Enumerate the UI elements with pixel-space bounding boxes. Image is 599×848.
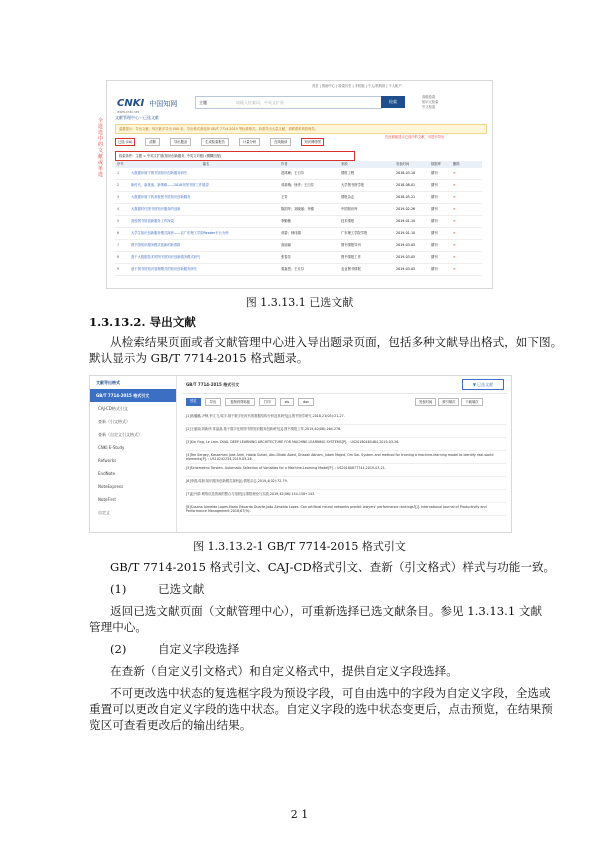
print-button[interactable]: 打印	[259, 398, 276, 406]
preview-button[interactable]: 预览	[186, 398, 201, 406]
sidebar-format-item[interactable]: NoteFirst	[98, 497, 116, 502]
section-heading: 1.3.13.2. 导出文献	[89, 315, 196, 329]
network-button[interactable]: 知识网络图	[301, 138, 323, 146]
reference-entry: [7]赵丹群.网络信息资源的整合与组织[J].情报理论与实践,2019,42(06):154-158+143.	[186, 490, 506, 503]
selected-literature-screenshot	[106, 80, 493, 289]
row-date: 2018-03-10	[396, 171, 416, 175]
delete-icon[interactable]: ✕	[453, 219, 456, 223]
citation-search-link[interactable]: 引文检索	[422, 105, 436, 109]
sidebar-format-item[interactable]: 自定义	[98, 510, 110, 515]
sidebar-format-item[interactable]: Refworks	[98, 458, 117, 463]
reference-entry: [6]李燕,周晨.知识服务创新模式探析[J].情报杂志,2019,4(02):72-79.	[186, 477, 506, 490]
format-title: GB/T 7714-2015 格式引文	[186, 382, 240, 387]
col-delete: 删除	[453, 162, 460, 166]
paragraph-5-line-1: 不可更改选中状态的复选框字段为预设字段，可自由选中的字段为自定义字段，全选或	[110, 686, 551, 700]
paragraph-3-line-2: 管理中心。	[89, 620, 147, 634]
row-date: 2019-03-05	[396, 267, 416, 271]
row-title[interactable]: 图书馆知识服务模式创新的新思路	[131, 243, 181, 247]
delete-icon[interactable]: ✕	[453, 255, 456, 259]
sort-date-button[interactable]: 发表时间	[415, 398, 436, 406]
row-author: 秦嘉恩；王月芬	[281, 267, 305, 271]
row-db: 期刊	[431, 267, 438, 271]
analysis-button[interactable]: 计量分析	[239, 138, 260, 146]
delete-icon[interactable]: ✕	[453, 207, 456, 211]
row-title[interactable]: 基于大数据技术的图书馆知识创新服务模式研究	[131, 255, 201, 259]
row-source: 大学图书馆学报	[341, 183, 365, 187]
reference-entry: [4]Ten Sergey, Kasseman Jose Ariel, Habib Suhail, Abu Dhabi Abed, Ghazali Adnam, Jubeh Majed, Om Sai. System and method for training a machine-learning model to identify real-world elements[P]. : US10242254,2019-03-26.	[186, 451, 506, 464]
sidebar-format-item[interactable]: EndNote	[98, 471, 116, 476]
col-db: 数据库	[431, 162, 441, 166]
row-db: 期刊	[431, 219, 438, 223]
row-date: 2019-02-26	[396, 207, 416, 211]
row-date: 2018-08-01	[396, 183, 416, 187]
paragraph-1-line-1: 从检索结果页面或者文献管理中心进入导出题录页面，包括多种文献导出格式，如下图。	[110, 335, 563, 349]
col-num: 序号	[117, 162, 124, 166]
reference-entry: [2]王丽丽,刘新伊,常晶晶.基于数字化的图书馆知识服务创新研究[J].图书情报工作,2019,40(06):264-276.	[186, 425, 506, 438]
row-db: 期刊	[431, 183, 438, 187]
sidebar-title: 文献导出格式	[96, 380, 120, 385]
row-number: 9	[117, 267, 120, 271]
row-author: 高丽丽	[281, 243, 291, 247]
col-source: 来源	[341, 162, 348, 166]
row-number: 3	[117, 195, 120, 199]
top-nav: 首页 | 帮助中心 | 检索历史 | 手机版 | 个人/机构馆 | 个人帐户	[312, 84, 402, 88]
row-db: 期刊	[431, 207, 438, 211]
reference-entry: [1]蒋璐璐,尹锋,李文飞,周宇.基于数字化时代的数据结构分析及其研究[J].图书馆学研究,2018,21(05):21-27.	[186, 412, 506, 425]
row-db: 期刊	[431, 255, 438, 259]
item-1-title: 已选文献	[158, 582, 205, 596]
nav-link-help[interactable]: 帮助中心	[321, 84, 335, 88]
delete-icon[interactable]: ✕	[453, 243, 456, 247]
format-divider	[182, 393, 507, 394]
notice-bar: 温馨提示：导出文献，每次最多导出 500 条。导出格式请选择 GB/T 7714-2015 等标准格式。如需导出大量文献，请联系机构管理员。	[115, 124, 487, 134]
search-input[interactable]: 请输入检索词，中英文扩展	[236, 100, 284, 105]
row-date: 2019-01-10	[396, 231, 416, 235]
table-row[interactable]	[115, 228, 482, 240]
figure-caption-2: 图 1.3.13.2-1 GB/T 7714-2015 格式引文	[193, 540, 406, 553]
sidebar-format-item[interactable]: CNKI E-Study	[98, 445, 125, 450]
row-number: 5	[117, 219, 120, 223]
logo-url: www.cnki.net	[117, 110, 140, 114]
item-2-title: 自定义字段选择	[158, 642, 240, 656]
row-author: 邓菊娥；徐亭；王曰芬	[281, 183, 314, 187]
paragraph-5-line-3: 览区可查看更改后的输出结果。	[89, 718, 252, 732]
sort-download-button[interactable]: 下载频次	[461, 398, 482, 406]
sidebar-list	[90, 389, 176, 519]
advanced-search-link[interactable]: 高级检索	[422, 95, 436, 99]
return-selected-label: 已选文献	[477, 382, 494, 387]
col-title: 篇名	[202, 162, 210, 166]
sort-cited-button[interactable]: 被引频次	[438, 398, 459, 406]
row-author: 范鸿雁；王曰芬	[281, 171, 305, 175]
table-row[interactable]	[115, 168, 482, 180]
row-source: 技术情报	[341, 219, 355, 223]
col-author: 作者	[281, 162, 288, 166]
report-button[interactable]: 生成检索报告	[201, 138, 229, 146]
copy-button[interactable]: 复制到剪贴板	[225, 398, 255, 406]
row-author: 王芳	[281, 195, 288, 199]
row-number: 8	[117, 255, 120, 259]
row-date: 2019-03-05	[396, 255, 416, 259]
row-date: 2019-01-10	[396, 219, 416, 223]
table-row[interactable]	[115, 216, 482, 228]
reference-entry: [5]Schemeknz Torsten. Automatic Selection of Variables for a Machine-Learning Model[P]. : US20180877744,2019-03-21.	[186, 464, 506, 477]
row-title[interactable]: 高校图书馆创新服务工作探索	[131, 219, 174, 223]
format-sidebar	[90, 376, 177, 532]
row-author: 李勤敏	[281, 219, 291, 223]
search-field-select[interactable]: 主题	[199, 100, 207, 105]
row-author: 张春芳	[281, 255, 291, 259]
xls-button[interactable]: xls	[280, 398, 295, 406]
row-source: 图书情报导刊	[341, 243, 361, 247]
delete-icon[interactable]: ✕	[453, 195, 456, 199]
filter-icon: ▼	[472, 382, 476, 387]
row-number: 7	[117, 243, 120, 247]
row-number: 6	[117, 231, 120, 235]
item-2-number: (2)	[110, 642, 127, 656]
export-format-screenshot	[89, 375, 512, 533]
row-source: 中国知识库	[341, 207, 358, 211]
paragraph-3-line-1: 返回已选文献页面（文献管理中心），可重新选择已选文献条目。参见 1.3.13.1 文献	[110, 604, 543, 618]
nav-link-home[interactable]: 首页	[312, 84, 319, 88]
results-table	[115, 161, 482, 276]
advanced-links	[422, 95, 438, 110]
row-author: 邓碧；林伟娟	[281, 231, 301, 235]
row-number: 1	[117, 171, 120, 175]
selected-count-button[interactable]: 已选 (10)	[115, 138, 135, 146]
table-header	[115, 161, 482, 168]
row-db: 期刊	[431, 195, 438, 199]
row-db: 期刊	[431, 243, 438, 247]
paragraph-1-line-2: 默认显示为 GB/T 7714-2015 格式题录。	[89, 351, 309, 365]
table-row[interactable]	[115, 264, 482, 276]
return-selected-button[interactable]	[462, 379, 504, 390]
cnki-logo	[117, 91, 177, 114]
panel-title: 文献管理中心－已选文献	[115, 115, 159, 120]
paragraph-5-line-2: 重置可以更改自定义字段的选中状态。自定义字段的选中状态变更后，点击预览，在结果预	[89, 702, 553, 716]
reference-list	[186, 412, 506, 516]
sidebar-format-item[interactable]: GB/T 7714-2015 格式引文	[90, 389, 176, 402]
clear-button[interactable]: 清除	[145, 138, 160, 146]
table-row[interactable]	[115, 192, 482, 204]
logo-cn: 中国知网	[149, 100, 178, 108]
nav-link-account[interactable]: 个人帐户	[388, 84, 402, 88]
table-row[interactable]	[115, 204, 482, 216]
page-number: 2 1	[290, 808, 309, 821]
table-row[interactable]	[115, 180, 482, 192]
action-bar	[186, 398, 314, 406]
nav-link-org[interactable]: 个人/机构馆	[367, 84, 386, 88]
table-row[interactable]	[115, 240, 482, 252]
delete-icon[interactable]: ✕	[453, 231, 456, 235]
row-title[interactable]: 大数据环境下的高校图书馆知识创新服务	[131, 195, 191, 199]
row-title[interactable]: 基于图书馆知识管理模式的知识创新服务研究	[131, 267, 197, 271]
annotation-left: 全选选中的文献或单选	[98, 118, 104, 178]
row-date: 2019-03-05	[396, 243, 416, 247]
read-button[interactable]: 在线阅读	[270, 138, 291, 146]
row-author: 陈国华；刘晓丽；李德	[281, 207, 314, 211]
delete-icon[interactable]: ✕	[453, 171, 456, 175]
nav-link-mobile[interactable]: 手机版	[354, 84, 365, 88]
item-1-number: (1)	[110, 582, 127, 596]
row-db: 期刊	[431, 171, 438, 175]
search-bar	[195, 96, 382, 109]
doc-button[interactable]: doc	[298, 398, 314, 406]
row-db: 期刊	[431, 231, 438, 235]
query-condition: 检索条件：主题 = 中英文扩展(知识创新服务, 中英文对照) (模糊匹配)	[115, 151, 355, 161]
row-number: 2	[117, 183, 120, 187]
delete-icon[interactable]: ✕	[453, 267, 456, 271]
annotation-right: 在此面板显示已选中的文献，可进行导出	[385, 135, 445, 139]
paragraph-4: 在查新（自定义引文格式）和自定义格式中，提供自定义字段选择。	[110, 664, 458, 678]
row-number: 4	[117, 207, 120, 211]
logo-mark: CNKI	[117, 98, 145, 109]
search-button[interactable]: 检索	[381, 96, 405, 108]
row-source: 情报工程	[341, 171, 355, 175]
table-body	[115, 168, 482, 276]
toolbar	[115, 138, 324, 146]
row-title[interactable]: 大学生知识创新服务模式探析——以广东理工学院Reader平台为例	[131, 231, 229, 235]
export-button[interactable]: 导出	[205, 398, 222, 406]
row-date: 2018-05-21	[396, 195, 416, 199]
sidebar-format-item[interactable]: 查新（自定义引文格式）	[98, 432, 142, 437]
reference-entry: [3]Xie Ying, Le Lmn. DUAL DEEP LEARNING ARCHITECTURE FOR MACHINE LEARNING SYSTEMS[P]. : US20180465464,2019-03-26.	[186, 438, 506, 451]
delete-icon[interactable]: ✕	[453, 183, 456, 187]
row-source: 农业图书情报	[341, 267, 361, 271]
paragraph-2: GB/T 7714-2015 格式引文、CAJ-CD格式引文、查新（引文格式）样式与功能一致。	[110, 560, 556, 574]
sidebar-format-item[interactable]: 查新（引文格式）	[98, 419, 130, 424]
sidebar-format-item[interactable]: NoteExpress	[98, 484, 124, 489]
sidebar-format-item[interactable]: CAJ-CD格式引文	[98, 406, 128, 411]
row-title[interactable]: 大数据环境下图书馆知识创新服务研究	[131, 171, 188, 175]
col-date: 发表时间	[396, 162, 410, 166]
row-title[interactable]: 大数据时代图书馆知识服务的创新	[131, 207, 181, 211]
export-button[interactable]: 导出题录	[170, 138, 191, 146]
sort-bar	[415, 398, 483, 406]
row-source: 广东理工学院学报	[341, 231, 368, 235]
figure-caption-1: 图 1.3.13.1 已选文献	[245, 296, 354, 309]
row-source: 情报杂志	[341, 195, 355, 199]
row-title[interactable]: 新时代、新挑战、新策略——2018年图书馆工作展望	[131, 183, 209, 187]
knowledge-search-link[interactable]: 知识元检索	[422, 100, 439, 104]
row-source: 图书情报工作	[341, 255, 361, 259]
table-row[interactable]	[115, 252, 482, 264]
nav-link-history[interactable]: 检索历史	[338, 84, 352, 88]
reference-entry: [8]Susana Almeida Lopes,Maria Eduarda Duarte,João Almeida Lopes. Can artificial neural networks predict lawyers' performance rankings?[J]. International Journal of Productivity and Performance Management,2018,67(9):.	[186, 503, 506, 516]
